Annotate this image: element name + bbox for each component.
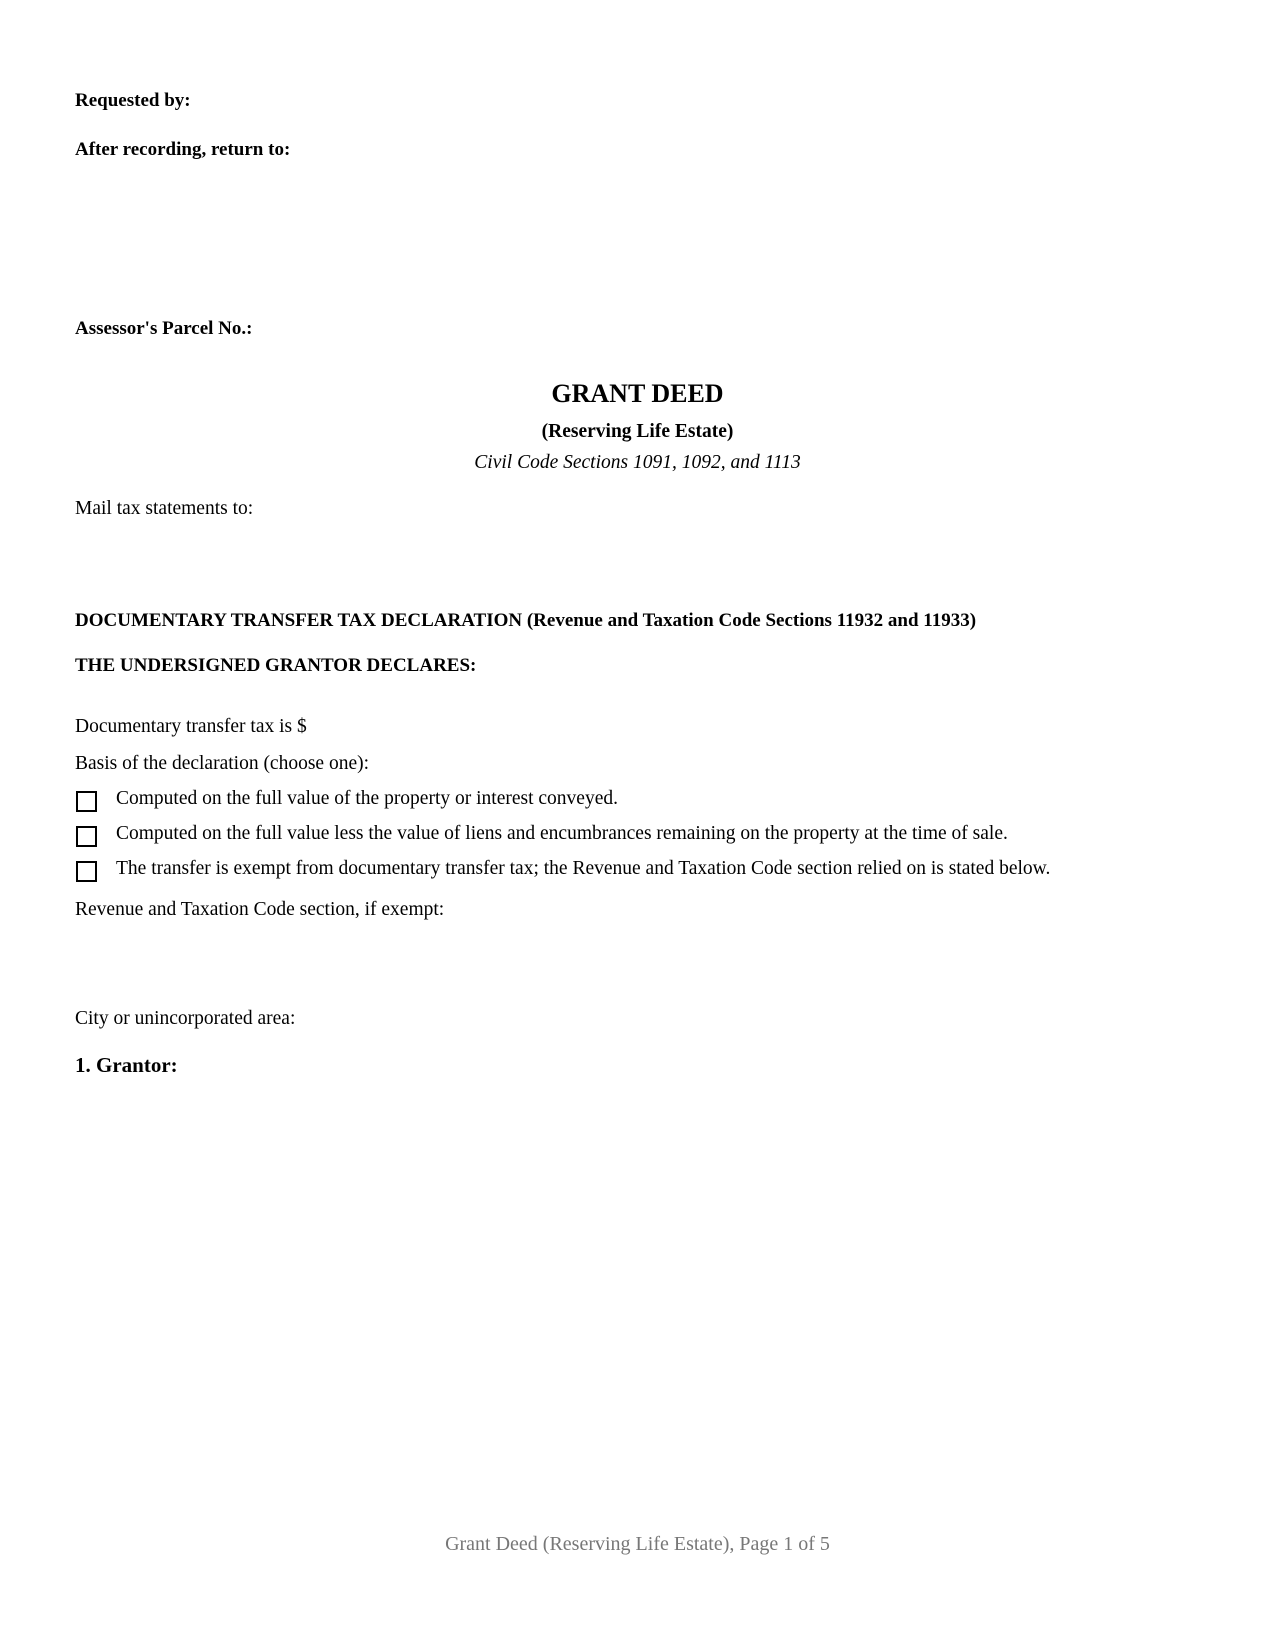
document-title: GRANT DEED: [551, 379, 724, 408]
statute-citation: Civil Code Sections 1091, 1092, and 1113: [474, 452, 801, 473]
mail-tax-label: Mail tax statements to:: [75, 498, 254, 519]
requested-by-label: Requested by:: [75, 90, 191, 111]
basis-label: Basis of the declaration (choose one):: [75, 753, 370, 774]
document-subtitle: (Reserving Life Estate): [541, 421, 734, 442]
page-footer: Grant Deed (Reserving Life Estate), Page 1 of 5: [445, 1533, 830, 1555]
basis-less-liens-label: Computed on the full value less the value of liens and encumbrances remaining on the property at the time of sale.: [116, 823, 1008, 844]
apn-label: Assessor's Parcel No.:: [75, 318, 253, 339]
basis-less-liens-checkbox[interactable]: [76, 826, 97, 847]
basis-exempt-checkbox[interactable]: [76, 861, 97, 882]
city-area-label: City or unincorporated area:: [75, 1008, 296, 1029]
grantor-heading: 1. Grantor:: [75, 1053, 178, 1077]
basis-full-value-label: Computed on the full value of the property or interest conveyed.: [116, 788, 618, 809]
basis-exempt-label: The transfer is exempt from documentary transfer tax; the Revenue and Taxation Code section relied on is stated below.: [116, 858, 1051, 879]
grantor-declares-heading: THE UNDERSIGNED GRANTOR DECLARES:: [75, 655, 477, 676]
basis-full-value-checkbox[interactable]: [76, 791, 97, 812]
return-to-label: After recording, return to:: [75, 139, 291, 160]
exempt-section-label: Revenue and Taxation Code section, if exempt:: [75, 899, 445, 920]
dtt-heading: DOCUMENTARY TRANSFER TAX DECLARATION (Revenue and Taxation Code Sections 11932 and 11933): [75, 610, 977, 631]
transfer-tax-amount-line: Documentary transfer tax is $: [75, 716, 307, 737]
